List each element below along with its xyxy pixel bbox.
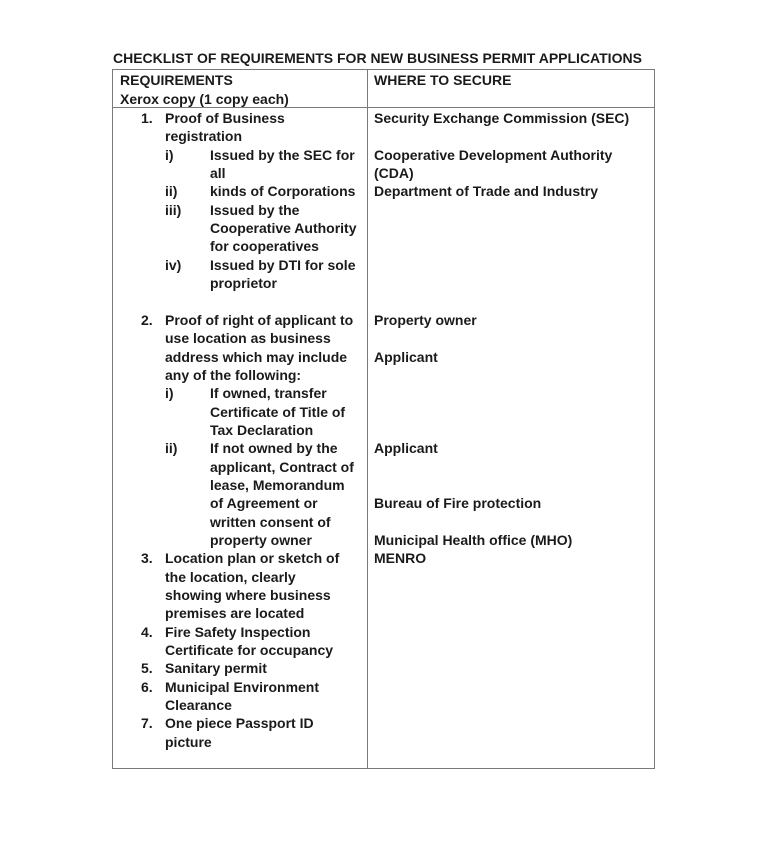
where-entry: Bureau of Fire protection (374, 495, 542, 511)
item-line: showing where business (165, 587, 331, 603)
item-number: 2. (141, 312, 153, 328)
subitem-line: of Agreement or (210, 495, 318, 511)
where-entry: Municipal Health office (MHO) (374, 532, 573, 548)
subitem-line: all (210, 165, 226, 181)
item-line: One piece Passport ID (165, 715, 314, 731)
subitem-label: iii) (165, 202, 182, 218)
where-entry: Security Exchange Commission (SEC) (374, 110, 630, 126)
subitem-line: Issued by the (210, 202, 300, 218)
subitem-label: i) (165, 147, 174, 163)
requirements-table (112, 69, 655, 769)
where-entry: (CDA) (374, 165, 414, 181)
item-number: 6. (141, 679, 153, 695)
column-divider (367, 70, 368, 768)
where-entry: MENRO (374, 550, 427, 566)
subitem-line: lease, Memorandum (210, 477, 345, 493)
item-line: the location, clearly (165, 569, 296, 585)
subitem-line: property owner (210, 532, 312, 548)
subitem-line: Tax Declaration (210, 422, 314, 438)
subitem-label: iv) (165, 257, 182, 273)
where-entry: Department of Trade and Industry (374, 183, 599, 199)
where-entry: Applicant (374, 440, 438, 456)
subitem-line: applicant, Contract of (210, 459, 354, 475)
item-number: 3. (141, 550, 153, 566)
subitem-label: ii) (165, 440, 178, 456)
item-number: 5. (141, 660, 153, 676)
subitem-label: ii) (165, 183, 178, 199)
item-number: 1. (141, 110, 153, 126)
item-line: registration (165, 128, 243, 144)
where-entry: Property owner (374, 312, 477, 328)
item-line: Proof of Business (165, 110, 285, 126)
item-line: any of the following: (165, 367, 302, 383)
header-subheader: Xerox copy (1 copy each) (120, 91, 289, 107)
header-requirements: REQUIREMENTS (120, 72, 233, 88)
subitem-line: for cooperatives (210, 238, 319, 254)
item-line: Location plan or sketch of (165, 550, 340, 566)
document-title: CHECKLIST OF REQUIREMENTS FOR NEW BUSINESS PERMIT APPLICATIONS (113, 50, 642, 66)
item-line: premises are located (165, 605, 305, 621)
item-line: use location as business (165, 330, 331, 346)
where-entry: Applicant (374, 349, 438, 365)
header-where-to-secure: WHERE TO SECURE (374, 72, 512, 88)
item-number: 7. (141, 715, 153, 731)
item-line: Proof of right of applicant to (165, 312, 354, 328)
subitem-line: written consent of (210, 514, 331, 530)
item-line: address which may include (165, 349, 348, 365)
subitem-line: Cooperative Authority (210, 220, 357, 236)
item-line: picture (165, 734, 212, 750)
item-line: Fire Safety Inspection (165, 624, 311, 640)
item-line: Certificate for occupancy (165, 642, 334, 658)
item-line: Municipal Environment (165, 679, 320, 695)
subitem-line: proprietor (210, 275, 277, 291)
subitem-line: If not owned by the (210, 440, 338, 456)
subitem-line: kinds of Corporations (210, 183, 356, 199)
item-line: Clearance (165, 697, 232, 713)
subitem-label: i) (165, 385, 174, 401)
subitem-line: Issued by DTI for sole (210, 257, 356, 273)
subitem-line: Issued by the SEC for (210, 147, 355, 163)
where-entry: Cooperative Development Authority (374, 147, 613, 163)
subitem-line: Certificate of Title of (210, 404, 346, 420)
item-line: Sanitary permit (165, 660, 267, 676)
subitem-line: If owned, transfer (210, 385, 327, 401)
item-number: 4. (141, 624, 153, 640)
